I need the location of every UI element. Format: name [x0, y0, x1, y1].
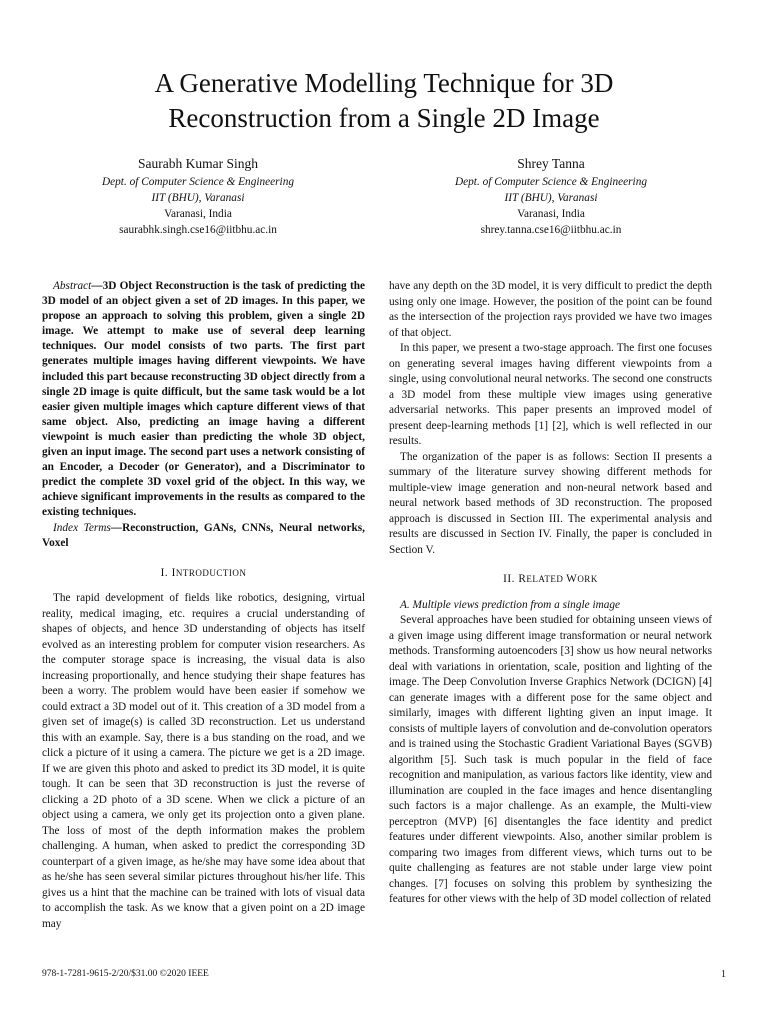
- abstract-label: Abstract: [53, 280, 92, 292]
- section-heading-related-work: II. RELATED WORK: [503, 573, 598, 585]
- abstract: [42, 279, 365, 521]
- author-email: shrey.tanna.cse16@iitbhu.ac.in: [480, 224, 622, 236]
- author-block-1: [33, 154, 363, 238]
- index-terms: [42, 521, 365, 552]
- title-line-1: A Generative Modelling Technique for 3D: [154, 68, 614, 98]
- author-location: Varanasi, India: [164, 208, 232, 220]
- index-terms-text: —Reconstruction, GANs, CNNs, Neural networks, Voxel: [42, 521, 365, 549]
- author-email: saurabhk.singh.cse16@iitbhu.ac.in: [119, 224, 277, 236]
- left-column: [42, 279, 365, 932]
- section-heading-introduction: I. INTRODUCTION: [160, 566, 247, 579]
- intro-paragraph-2: In this paper, we present a two-stage approach. The first one focuses on generating several images having different viewpoints from a single, using convolutional neural networks. The second one constructs a 3D model from these multiple view images using generative adversarial networks. This paper presents an improved model of present deep-learning methods [1] [2], which is well reflected in our results.: [389, 342, 712, 447]
- footer-copyright: 978-1-7281-9615-2/20/$31.00 ©2020 IEEE: [42, 969, 209, 979]
- author-location: Varanasi, India: [517, 208, 585, 220]
- author-institute: IIT (BHU), Varanasi: [151, 192, 245, 204]
- intro-paragraph-1-continued: have any depth on the 3D model, it is very difficult to predict the depth using only one image. However, the position of the point can be found as the intersection of the projection rays provided we have two images of that object.: [389, 280, 712, 339]
- intro-paragraph-1: The rapid development of fields like robotics, designing, virtual reality, medical imaging, etc. requires a crucial understanding of shapes of objects, and hence 3D understanding of objects has itself evolved as an interesting problem for computer vision researchers. As the computer storage space is increasing, the visual data is also increasing proportionally, and hence studying their shape features has been a worry. The problem would have been easier if somehow we could extract a 3D model out of it. This creation of a 3D model from a given set of image(s) is called 3D reconstruction. Let us understand this with an example. Say, there is a bus standing on the road, and we click a picture of it using a camera. The picture we get is a 2D image. If we are given this photo and asked to predict its 3D model, it is quite tough. It can be seen that 3D reconstruction is just the reverse of clicking a 2D photo of a 3D scene. When we click a picture of an object using a camera, we only get its projection onto a given plane. The loss of most of the depth information makes the problem challenging. A human, when asked to predict the corresponding 3D counterpart of a given image, as he/she may have some idea about that as he/she has seen several similar pictures throughout his/her life. This gives us a hint that the machine can be trained with lots of visual data to accomplish the task. As we know that a given point on a 2D image may: [42, 592, 365, 930]
- intro-paragraph-3: The organization of the paper is as follows: Section II presents a summary of the literature survey showing different methods for multiple-view image generation and non-neural network based and neural network based methods of 3D reconstruction. The proposed approach is discussed in Section III. The experimental analysis and results are discussed in Section IV. Finally, the paper is concluded in Section V.: [389, 450, 712, 556]
- index-terms-label: Index Terms: [53, 521, 111, 534]
- author-name: Saurabh Kumar Singh: [138, 156, 258, 171]
- author-dept: Dept. of Computer Science & Engineering: [101, 176, 294, 188]
- paper-title: [40, 66, 728, 136]
- author-name: Shrey Tanna: [517, 156, 585, 171]
- author-dept: Dept. of Computer Science & Engineering: [454, 176, 647, 188]
- author-block-2: [386, 154, 716, 238]
- abstract-text: —3D Object Reconstruction is the task of predicting the 3D model of an object given a set of 2D images. In this paper, we propose an approach to solving this problem, given a single 2D image. We attempt to make use of several deep learning techniques. Our model consists of two parts. The first part generates multiple images having different viewpoints. We have included this part because reconstructing 3D object directly from a single 2D image is quite difficult, but the same task would be a lot easier given multiple images which capture different views of that same object. Also, predicting an image having a different viewpoint is much easier than predicting the whole 3D object, given an input image. The second part uses a network consisting of an Encoder, a Decoder (or Generator), and a Discriminator to predict the complete 3D voxel grid of the object. In this way, we achieve significant improvements in the results as compared to the existing techniques.: [42, 280, 365, 519]
- right-column: [389, 279, 712, 908]
- title-line-2: Reconstruction from a Single 2D Image: [168, 103, 600, 133]
- related-paragraph-1: Several approaches have been studied for obtaining unseen views of a given image using different image transformation or neural network methods. Transforming autoencoders [3] show us how neural networks deal with variations in orientation, scale, position and lighting of the image. The Deep Convolution Inverse Graphics Network (DCIGN) [4] can generate images with a different pose for the same object and similarly, images with different lighting given an input image. It consists of multiple layers of convolution and de-convolution operators and is trained using the Stochastic Gradient Variational Bayes (SGVB) algorithm [5]. Such task is much popular in the field of face recognition and manipulation, as various factors like identity, view and illumination are coupled in the face images and hence disentangling such factors is a major challenge. As an example, the Multi-view perceptron (MVP) [6] disentangles the face identity and predict features under different viewpoints. Also, another similar problem is comparing two images from different views, which turns out to be quite challenging as features are not stable under large view point changes. [7] focuses on solving this problem by synthesizing the features for other views with the help of 3D model collection of related: [389, 614, 712, 905]
- page-number: 1: [721, 969, 726, 980]
- author-institute: IIT (BHU), Varanasi: [504, 192, 598, 204]
- subsection-heading: A. Multiple views prediction from a single image: [400, 598, 621, 611]
